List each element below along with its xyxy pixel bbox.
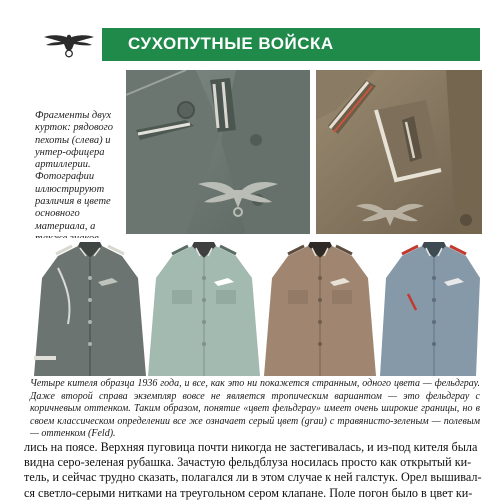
- section-header: [36, 28, 480, 61]
- eagle-emblem-icon: [36, 28, 102, 61]
- body-line: тель, и сейчас трудно сказать, полагался ли в этом случае к ней галстук. Орел вышивал-: [24, 470, 482, 485]
- top-photo-caption: Фрагменты двух курток: рядового пехоты (слева) и унтер-офицера артиллерии. Фотографии иллюстрируют различия в цвете основного материала, а: [35, 110, 113, 232]
- body-line: лись на поясе. Верхняя пуговица почти никогда не застегивалась, и из-под кителя была: [24, 440, 478, 454]
- infantry-tunic-photo: [126, 70, 310, 234]
- four-tunics-photo: [24, 238, 480, 376]
- body-text: [24, 440, 484, 501]
- body-line: видна серо-зеленая рубашка. Зачастую фельдблуза носилась просто как открытый ки-: [24, 455, 472, 470]
- artillery-tunic-photo: [316, 70, 482, 234]
- section-title: СУХОПУТНЫЕ ВОЙСКА: [128, 34, 334, 53]
- tunics-caption: Четыре кителя образца 1936 года, и все, как это ни покажется странным, одного цвета — фельдграу. Даже второй справа экземпляр вовсе не является тропическим вариантом — это фельдграу с коричневым оттенком. Таким образом, понятие «цвет фельдграу» имеет очень широкие границы, но в своем классическом определении все же означает серый цвет (grau) с травянисто-зеленым — полевым — оттенком (Feld).: [30, 378, 480, 440]
- body-line: ся светло-серыми нитками на треугольном сером клапане. Поле погон было в цвет ки-: [24, 485, 473, 500]
